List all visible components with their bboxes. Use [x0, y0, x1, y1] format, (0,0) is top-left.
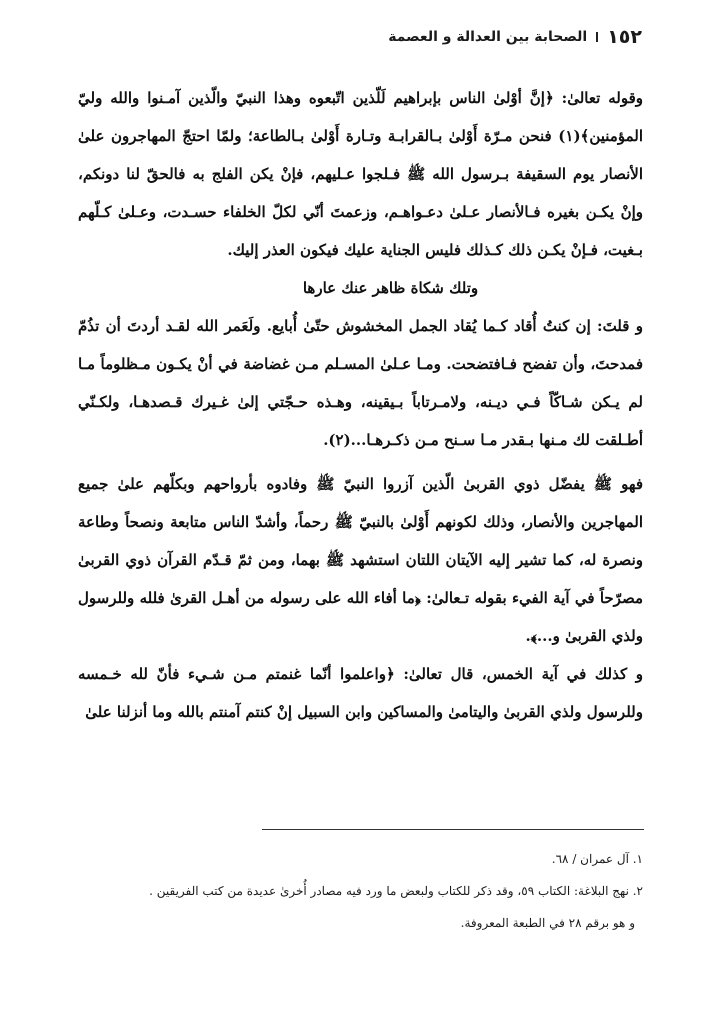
page-number: ١٥٢: [607, 26, 642, 48]
poem-line: وتلك شكاة ظاهر عنك عارها: [302, 279, 479, 297]
footnote-2: ٢. نهج البلاغة: الكتاب ٥٩، وقد ذكر للكتاب ولبعض ما ورد فيه مصادر أُخرىٰ عديدة من كتب الفريقين .: [149, 884, 643, 898]
paragraph-4: و كذلك في آية الخمس، قال تعالىٰ: ﴿واعلموا أنّما غنمتم مـن شـيء فأنّ لله خـمسه وللرسول ولذي القربىٰ واليتامىٰ والمساكين وابن السبيل إنْ كنتم آمنتم بالله وما أنزلنا علىٰ: [78, 665, 643, 721]
paragraph-3: فهو ﷺ يفضّل ذوي القربىٰ الّذين آزروا النبيّ ﷺ وفادوه بأرواحهم وبكلّهم علىٰ جميع المهاجرين والأنصار، وذلك لكونهم أَوْلىٰ بالنبيّ ﷺ رحماً، وأشدّ الناس متابعة ونصحاً وطاعة ونصرة له، كما تشير إليه الآيتان اللتان استشهد ﷺ بهما، ومن ثمّ قـدّم القرآن ذوي القربىٰ مصرّحاً في آية الفيء بقوله تـعالىٰ: ﴿ما أفاء الله على رسوله من أهـل القرىٰ فلله وللرسول ولذي القربىٰ و...﴾.: [78, 475, 643, 645]
header-square-ornament: [596, 32, 598, 42]
footnotes: [78, 843, 643, 939]
book-title: الصحابة بين العدالة و العصمة: [388, 29, 588, 45]
main-text: [78, 79, 643, 731]
running-header: [388, 24, 642, 50]
footnote-divider: [262, 829, 644, 830]
footnote-1: ١. آل عمران / ٦٨.: [551, 852, 643, 866]
footnote-2-continuation: و هو برقم ٢٨ في الطبعة المعروفة.: [460, 916, 635, 930]
paragraph-1: وقوله تعالىٰ: ﴿إنَّ أوْلىٰ الناس بإبراهيم لَلّذين اتّبعوه وهذا النبيّ والّذين آمـنوا والله وليّ المؤمنين﴾(١) فنحن مـرّة أَوْلىٰ بـالقرابـة وتـارة أَوْلىٰ بـالطاعة؛ ولمّا احتجّ المهاجرون علىٰ الأنصار يوم السقيفة بـرسول الله ﷺ فـلجوا عـليهم، فإنْ يكن الفلج به فالحقّ لنا دونكم، وإنْ يكـن بغيره فـالأنصار عـلىٰ دعـواهـم، وزعمتَ أنّي لكلّ الخلفاء حسـدت، وعـلىٰ كـلّهم بـغيت، فـإنْ يكـن ذلك كـذلك فليس الجناية عليك فيكون العذر إليك.: [78, 89, 643, 259]
paragraph-2: و قلتَ: إن كنتُ أُقاد كـما يُقاد الجمل المخشوش حتّىٰ أُبايع. ولَعَمر الله لقـد أردتَ أن تذُمّ فمدحتَ، وأن تفضح فـافتضحت. ومـا عـلىٰ المسـلم مـن غضاضة في أنْ يكـون مـظلوماً مـا لم يـكن شـاكّاً فـي ديـنه، ولامـرتاباً بـيقينه، وهـذه حـجّتي إلىٰ غـيرك قـصدهـا، ولكـنّي أطـلقت لك مـنها بـقدر مـا سـنح مـن ذكـرهـا...(٢).: [78, 317, 643, 449]
